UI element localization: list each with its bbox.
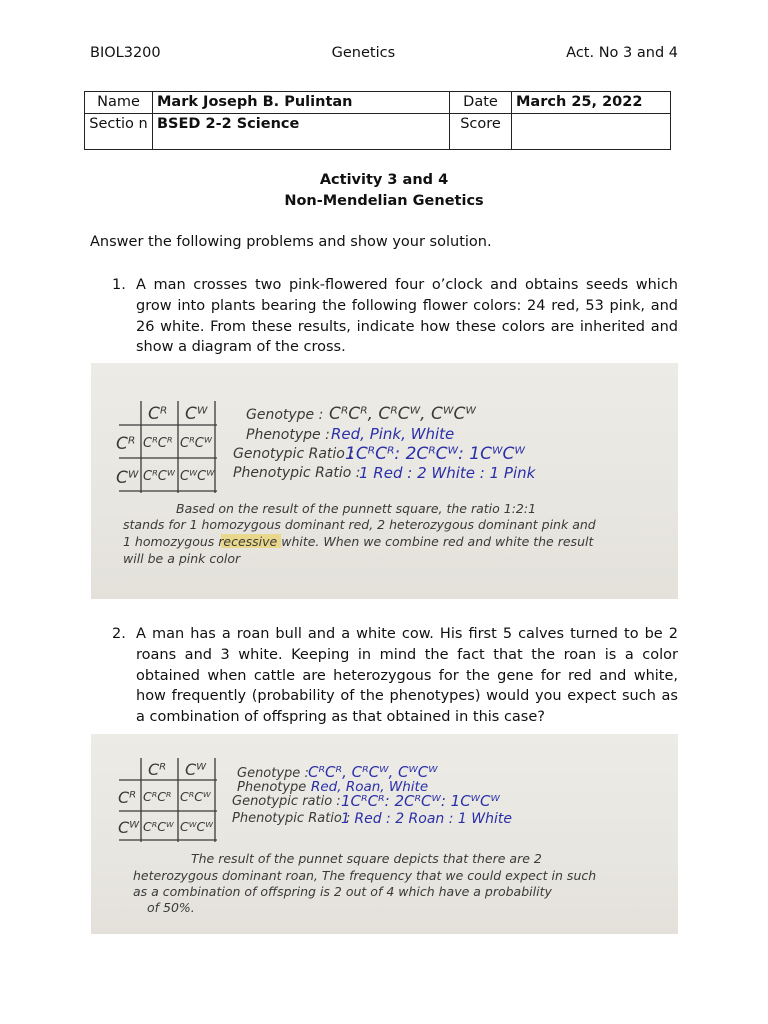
- name-label: Name: [85, 92, 153, 114]
- punnett-cell: CᴿCᵂ: [143, 819, 174, 834]
- punnett-left-2: Cᵂ: [118, 818, 140, 837]
- explanation-line: as a combination of offspring is 2 out of 4 which have a probability: [133, 884, 552, 899]
- phenotype-label: Phenotype :: [237, 780, 315, 795]
- score-value: [512, 114, 671, 150]
- explanation-line: heterozygous dominant roan, The frequency that we could expect in such: [133, 868, 597, 883]
- solution-photo-2: [91, 734, 678, 934]
- punnett-top-2: Cᵂ: [185, 760, 207, 779]
- page-header: [90, 45, 678, 61]
- punnett-cell: CᵂCᵂ: [180, 819, 214, 834]
- problem-text: A man crosses two pink-flowered four o’clock and obtains seeds which grow into plants bearing the following flower colors: 24 red, 53 pink, and 26 white. From these results, indicate how these colors are inherited and show a diagram of the cross.: [136, 277, 678, 356]
- punnett-top-1: Cᴿ: [148, 760, 167, 779]
- section-value: BSED 2-2 Science: [153, 114, 450, 150]
- punnett-cell: CᴿCᴿ: [143, 436, 173, 451]
- student-info-table: [84, 91, 671, 150]
- explanation-line: Based on the result of the punnett square, the ratio 1:2:1: [176, 501, 537, 516]
- explanation-line: will be a pink color: [123, 551, 241, 566]
- explanation-line: The result of the punnet square depicts that there are 2: [191, 851, 542, 866]
- phenotype-value: Red, Pink, White: [331, 425, 455, 443]
- explanation-line: of 50%.: [147, 900, 195, 915]
- phenotypic-ratio-label: Phenotypic Ratio :: [233, 465, 361, 481]
- phenotype-label: Phenotype :: [246, 427, 330, 443]
- section-label: Sectio n: [85, 114, 153, 150]
- activity-subtitle: Non-Mendelian Genetics: [284, 193, 484, 209]
- date-label: Date: [450, 92, 512, 114]
- instructions: Answer the following problems and show your solution.: [90, 234, 492, 250]
- genotypic-ratio-label: Genotypic ratio :: [232, 794, 341, 809]
- date-value: March 25, 2022: [512, 92, 671, 114]
- subject-name: Genetics: [331, 45, 396, 61]
- punnett-left-2: Cᵂ: [116, 468, 139, 488]
- activity-title: Activity 3 and 4: [319, 172, 449, 188]
- problem-1: [112, 275, 678, 358]
- punnett-cell: CᵂCᵂ: [180, 469, 215, 484]
- genotype-label: Genotype :: [246, 407, 324, 423]
- genotype-label: Genotype :: [237, 766, 309, 781]
- name-value: Mark Joseph B. Pulintan: [153, 92, 450, 114]
- handwritten-solution-1: [91, 363, 678, 599]
- problem-number: 2.: [112, 626, 126, 642]
- problem-2: [112, 624, 678, 728]
- phenotypic-ratio-value: 1 Red : 2 White : 1 Pink: [359, 464, 536, 482]
- punnett-cell: CᴿCᴿ: [143, 789, 172, 804]
- handwritten-solution-2: [91, 734, 678, 934]
- punnett-top-2: Cᵂ: [185, 404, 208, 424]
- punnett-cell: CᴿCᵂ: [180, 789, 211, 804]
- explanation-line: 1 homozygous recessive white. When we combine red and white the result: [123, 534, 594, 549]
- genotypic-ratio-value: 1CᴿCᴿ: 2CᴿCᵂ: 1CᵂCᵂ: [341, 792, 500, 810]
- genotypic-ratio-label: Genotypic Ratio :: [233, 446, 355, 462]
- score-label: Score: [450, 114, 512, 150]
- activity-number: Act. No 3 and 4: [566, 45, 678, 61]
- course-code: BIOL3200: [90, 45, 161, 61]
- explanation-line: stands for 1 homozygous dominant red, 2 heterozygous dominant pink and: [123, 517, 596, 532]
- solution-photo-1: [91, 363, 678, 599]
- phenotypic-ratio-label: Phenotypic Ratio :: [232, 811, 351, 826]
- punnett-top-1: Cᴿ: [148, 404, 168, 424]
- phenotype-value: Red, Roan, White: [311, 779, 429, 795]
- genotype-value: CᴿCᴿ, CᴿCᵂ, CᵂCᵂ: [329, 404, 476, 424]
- genotype-value: CᴿCᴿ, CᴿCᵂ, CᵂCᵂ: [308, 763, 438, 781]
- punnett-cell: CᴿCᵂ: [180, 436, 212, 451]
- problem-number: 1.: [112, 277, 126, 293]
- punnett-cell: CᴿCᵂ: [143, 469, 175, 484]
- genotypic-ratio-value: 1CᴿCᴿ: 2CᴿCᵂ: 1CᵂCᵂ: [345, 444, 525, 464]
- punnett-left-1: Cᴿ: [116, 434, 136, 454]
- phenotypic-ratio-value: 1 Red : 2 Roan : 1 White: [341, 811, 512, 827]
- punnett-left-1: Cᴿ: [118, 788, 137, 807]
- problem-text: A man has a roan bull and a white cow. His first 5 calves turned to be 2 roans and 3 white. Keeping in mind the fact that the roan is a color obtained when cattle are heterozygous for the gene for red and white, how frequently (probability of the phenotypes) would you expect such as a combination of offspring as that obtained in this case?: [136, 626, 678, 726]
